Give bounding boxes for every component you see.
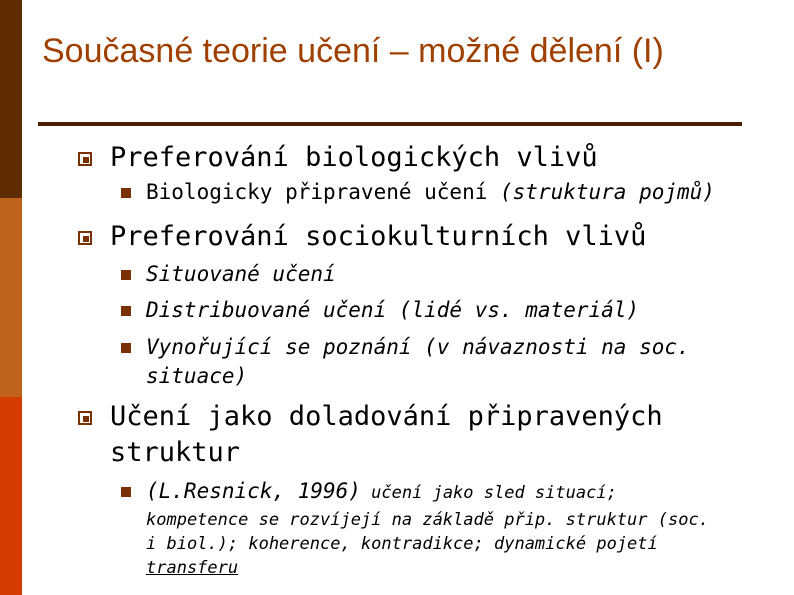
square-bullet-icon — [121, 270, 131, 280]
bullet-label: Preferování biologických vlivů — [110, 142, 598, 173]
sub-bullet-situovane: Situované učení — [146, 261, 336, 287]
sub-bullet-biologicky: Biologicky připravené učení (struktura pojmů) — [146, 179, 715, 205]
sub-bullet-vynorujici: Vynořující se poznání (v návaznosti na soc. — [146, 334, 690, 360]
resnick-line-4: transferu — [146, 558, 239, 578]
square-bullet-icon — [121, 306, 131, 316]
resnick-line-3: i biol.); koherence, kontradikce; dynamické pojetí — [146, 534, 658, 554]
hollow-square-bullet-icon — [78, 231, 92, 245]
sub-bullet-resnick: (L.Resnick, 1996) učení jako sled situací; — [146, 478, 617, 506]
bullet-label: Učení jako doladování připravených — [110, 401, 663, 432]
slide-title: Současné teorie učení – možné dělení (I) — [42, 32, 664, 70]
title-divider — [38, 122, 742, 126]
hollow-square-bullet-icon — [78, 411, 92, 425]
bullet-label: Preferování sociokulturních vlivů — [110, 221, 647, 252]
hollow-square-bullet-icon — [78, 152, 92, 166]
resnick-line-2: kompetence se rozvíjejí na základě přip. struktur (soc. — [146, 510, 709, 530]
square-bullet-icon — [121, 188, 131, 198]
side-bar-bottom — [0, 397, 22, 595]
square-bullet-icon — [121, 343, 131, 353]
square-bullet-icon — [121, 487, 131, 497]
side-bar-middle — [0, 198, 22, 397]
sub-bullet-vynorujici-cont: situace) — [146, 364, 248, 388]
sub-bullet-distribuovane: Distribuované učení (lidé vs. materiál) — [146, 297, 639, 323]
side-bar-top — [0, 0, 22, 198]
